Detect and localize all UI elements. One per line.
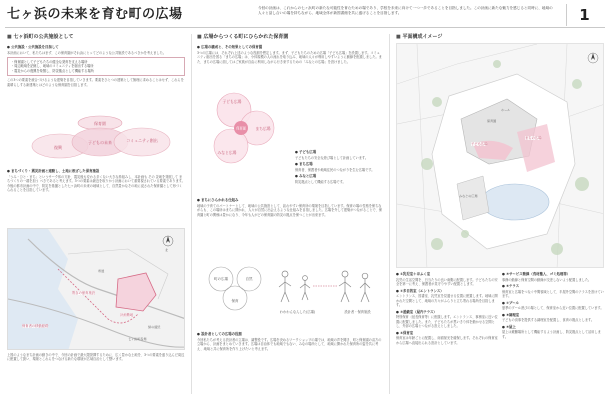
venn-diagram [20, 113, 180, 163]
col1-subheading: ● 公共施設・公共施設を目指して [7, 45, 185, 50]
pond-area [481, 184, 549, 220]
page-number: 1 [566, 4, 602, 26]
green-label: 緑の連続 [148, 325, 161, 329]
col2-text-block-2 [197, 196, 383, 217]
note-text: 夏季のプール遊びの場として、保育室から近い位置に配置しています。 [502, 306, 604, 311]
col2-subheading: ● 設計者としての広場の役割 [197, 332, 383, 337]
venn-label-child: 子どもの未来 [88, 140, 112, 145]
col2-heading: ■ 広場からつくる町にひらかれた保育園 [197, 34, 288, 41]
col1-text-block [7, 43, 185, 87]
note-text: 乳児の生活空間を、日当たりの良い南側に配置します。子どもたちの安全を第一に考え、保護者が見守りやすい配置とします。 [396, 277, 498, 287]
note-title: ● ⑥テラス [502, 284, 604, 289]
note-text: 子どもの食事を提供する調理室を配置し、食育の拠点とします。 [502, 318, 595, 323]
header-divider [5, 27, 605, 28]
legend-title-kids: ● 子ども広場 [295, 150, 383, 155]
note-text: 特別保育（延長保育等）に配慮します。エントランス、事務室に近い位置に配置しました。また、子どもたちが思いきり体を動かせる空間とし、外部の広場とつながる設えとしました。 [396, 315, 498, 329]
openness-label-bottom: 保育 [231, 299, 239, 303]
plan-label-hall: ホール [501, 108, 511, 112]
col1-paragraph: 本計画において、私たちはまず、この保育園がそれ浜にとってどのような公共施設であるべきかを考えました。 [7, 50, 166, 55]
plan-label-nursery: 保育園 [487, 119, 497, 123]
plan-notes-left [396, 272, 498, 345]
note-text: 保育室と広場をつなぐ中間領域として、半屋外空間のテラスを設けています。 [502, 289, 604, 299]
page-title: 七ヶ浜の未来を育む町の広場 [7, 7, 183, 22]
col2-subheading: ● 広場の構成と、その効果としての保育園 [197, 45, 383, 50]
plan-label-port: みなとの広場 [459, 194, 478, 198]
col2-paragraph: 3つの広場には、それぞれ上述のような役割を想定します。まず、子どもたちのための広場「子ども広場」を設置します。コミュニティ創出を図る「まちの広場」は、小体規模の人の流れを取り込み、地域の人々が利用しやすいように動線を配慮しました。また、まちの広場に面してはご家族が自由に利用しながら行き来するための「みなとの広場」を設けました。 [197, 50, 382, 64]
col1-paragraph: この3つの要素を統合づけるような建築を目指していきます。要素をひとつの建築として無理に求めることはせず、これらを素晴らしする新建築とはどのような保育園を目指します。 [7, 78, 184, 87]
plaza-label-nursery: 保育園 [236, 126, 246, 131]
intro-text: 今回の計画は、これからの七ヶ浜町の新たな可能性を育むための場であり、学校を未来に向けて一つ一歩であることを目指しました。この計画に新たな魅力を感じると同時に、地域の人々と話し合いの場を持ちながら、地域全体が新図書館を共に盛げることを目指します。 [258, 6, 553, 16]
plaza-label-town: まち広場 [255, 126, 271, 131]
existing-facility-label: 既存の保育施設 [72, 291, 96, 295]
note-text: 屋上は避難場所として機能するよう計画し、防災拠点として活用します。 [502, 330, 601, 339]
site-label: 計画敷地 [120, 313, 134, 317]
key-point: ・周辺地域を記憶し、地域のコミュニティを創出する場所 [11, 64, 94, 69]
note-title: ● ④保育室 [396, 331, 498, 336]
floor-plan-svg [397, 44, 604, 268]
legend-title-town: ● まち広場 [295, 162, 383, 167]
col1-key-points-box [7, 57, 185, 76]
col2-subheading: ● まちにひらかれる仕組み [197, 198, 383, 203]
col3-heading: ■ 平面構成イメージ [396, 34, 442, 41]
col2-text-block-3 [197, 330, 383, 351]
column-divider [191, 34, 192, 394]
venn-label-center: 保育園 [94, 121, 106, 126]
legend-title-port: ● みなと広場 [295, 174, 383, 179]
north-label: 北 [165, 248, 169, 252]
col1-paragraph: 上図のようなまち計画の動きの中で、今回の計画で最大限発揮するために、広く豊かな土地を、3つの要素を盛り込んだ周辺に配置して扱い、環境とこれらをつなげる新たな環境が広域自治として整います。 [7, 353, 185, 362]
plaza-diagram [199, 88, 294, 170]
legend-text-port: 防災拠点として機能する広場です。 [295, 179, 346, 184]
figure-caption-right: 設計者・保育施設 [344, 310, 371, 314]
openness-circle-bottom [223, 286, 247, 310]
col1-paragraph: 「うみ・ひと・まち」というサーク体の方針、震災後も変わる多くない大きな枠組みし、本計画も その 災地を発展して まちづくりの一端を担う べきであると考えます。3つの要素は最近を取りかう計画において重要視されている要素であります。今後の都市計画の中で、防災を基盤とした七ヶ浜町の未来の地域として、自然豊かなその地に浸された保育園として形づくられることを目指しています。 [7, 174, 185, 193]
openness-label-left: 町の広場 [214, 277, 228, 281]
col1-text-block-3 [7, 353, 185, 362]
venn-label-disaster: 復興 [54, 145, 62, 150]
note-title: ● ⑧調理室 [502, 313, 604, 318]
openness-label-right: 自然 [245, 277, 253, 281]
venn-label-community: コミュニティ創出 [126, 138, 158, 143]
road-label: 県道 [98, 269, 105, 273]
site-map-svg [8, 229, 185, 350]
column-divider [389, 34, 390, 394]
plaza-legend [295, 150, 383, 184]
col2-paragraph: 地域の子育てのパートナーとして、地域の公共施設として、訪れやすい保育所の環境を目指しています。保育の場の性格を保ちながらも、この場所はまちに開かれ、人々が自然に出会えるような仕組みを目指しました。広場を介して建築がつながることで、保育園と町の関係は豊かになり、今年も人がどの保育園の防災の拠点を保つことが出来ます。 [197, 203, 382, 217]
route-label: 保育者の移動経路 [22, 324, 49, 328]
station-label: 七ヶ浜町役場 [128, 337, 147, 341]
plan-label-kids: 子ども広場 [471, 142, 488, 146]
col1-subheading: ● まちづくり・震災計画と連動し、土地に根ざした保育施設 [7, 169, 185, 174]
legend-text-town: 保育者、保護者や地域住民のつながりを生む広場です。 [295, 167, 375, 172]
note-title: ● ⑦プール [502, 301, 604, 306]
key-point: ・保育園として子どもたちの健全な発育を支える場所 [11, 60, 88, 65]
col2-paragraph: 今回私たちが考える設計者の立場は、調整役です。広場を決めるワークショップの場では、地域の声を聞き、町と保育園の双方の立場から、計画をまとめていきます。広場は自治体でも地域でもない、みなの場所として、地域に開かれた保育所の姿を共に考え、地域と共に保育所を作り上げたいと考えます。 [197, 337, 382, 351]
note-text: 事務の動線と保育空間の動線が交差しないよう配置しました。 [502, 277, 592, 282]
plan-notes-right [502, 272, 604, 339]
person-group [279, 271, 370, 302]
site-map [7, 228, 185, 350]
floor-plan [396, 43, 604, 268]
note-title: ● ②多目的室（エントランス） [396, 289, 498, 294]
figure-caption-left: わわわんなんした(広場) [279, 310, 316, 314]
people-illustration [275, 262, 380, 317]
note-text: エントランス、図書室、乳児室を見通せる位置に配置します。地域に開かれた空間として、地域の方々がふらりと立ち寄れる場所を目指します。 [396, 294, 498, 308]
legend-text-kids: 子どもたちの安全な遊び場として計画しています。 [295, 155, 369, 160]
note-title: ● ⑤サービス動線（食材搬入、ゴミ処理等） [502, 272, 604, 277]
col1-text-block-2 [7, 167, 185, 193]
note-title: ● ①乳児室＋ほふく室 [396, 272, 498, 277]
plaza-label-port: みなと広場 [217, 150, 237, 155]
plan-label-town: まちの広場 [525, 136, 542, 140]
col1-heading: ■ 七ヶ浜町の公共施設として [7, 34, 73, 41]
plaza-label-kids: 子ども広場 [222, 99, 242, 104]
col2-text-block [197, 43, 383, 64]
openness-diagram [203, 264, 268, 314]
key-point: ・震災からの復興を象徴し、防災拠点として機能する場所 [11, 68, 94, 73]
note-text: 保育室は年齢ごとに配置し、南面採光を確保します。それぞれの保育室から広場へ直接出られる設計としています。 [396, 336, 498, 345]
note-title: ● ③遊戯室（屋内テラス） [396, 310, 498, 315]
note-title: ● ⑨屋上 [502, 325, 604, 330]
